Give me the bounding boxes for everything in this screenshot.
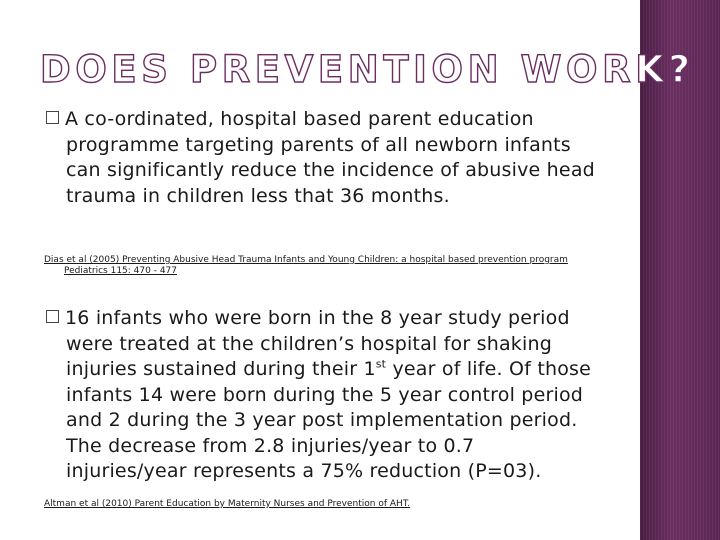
checkbox-bullet-icon	[46, 310, 59, 323]
checkbox-bullet-icon	[46, 111, 59, 124]
bullet-2	[46, 306, 601, 485]
bullet-2-superscript: st	[375, 357, 387, 371]
reference-1: Dias et al (2005) Preventing Abusive Head Trauma Infants and Young Children: a hospital based prevention program Pediatrics 115: 470 - 477	[44, 255, 568, 276]
bullet-2-text-part1: 16 infants who were born in the 8 year study period were treated at the children’s hospital for shaking injuries sustained during their 1	[65, 307, 570, 380]
slide-title-text: DOES PREVENTION WORK?	[40, 48, 695, 91]
bullet-1	[46, 107, 601, 209]
reference-2: Altman et al (2010) Parent Education by Maternity Nurses and Prevention of AHT.	[44, 499, 411, 509]
bullet-1-text: A co-ordinated, hospital based parent education programme targeting parents of all newborn infants can significantly reduce the incidence of abusive head trauma in children less that 36 months.	[65, 108, 595, 207]
bullet-2-text-part2: year of life. Of those infants 14 were born during the 5 year control period and 2 during the 3 year post implementation period. The decrease from 2.8 injuries/year to 0.7 injuries/year represents a 75% reduction (P=03).	[66, 358, 592, 482]
slide-title	[38, 46, 695, 91]
